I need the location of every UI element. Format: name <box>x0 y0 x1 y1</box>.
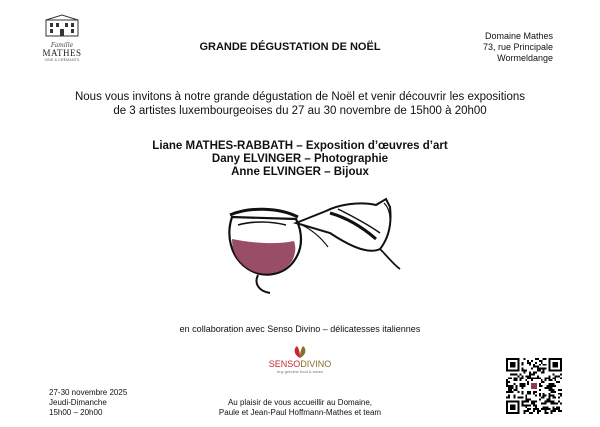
senso-divino-logo <box>255 345 345 381</box>
date-line: Jeudi-Dimanche <box>49 398 107 407</box>
welcome-line: Au plaisir de vous accueillir au Domaine, <box>227 398 373 407</box>
address-line: Wormeldange <box>497 53 553 63</box>
collaboration-text: en collaboration avec Senso Divino – délicatesses italiennes <box>179 324 421 334</box>
artist-line: Anne ELVINGER – Bijoux <box>231 166 369 178</box>
address-line: Domaine Mathes <box>484 31 553 41</box>
logo-script: Famille <box>50 42 74 49</box>
date-line: 15h00 – 20h00 <box>49 408 103 417</box>
address-block <box>483 31 553 64</box>
senso-divino-name <box>255 359 345 369</box>
logo-subtitle: VINS & CRÉMANTS <box>44 58 80 62</box>
senso-divino-tagline: buy genuine food & wines <box>277 369 323 374</box>
welcome-line: Paule et Jean-Paul Hoffmann-Mathes et team <box>218 408 382 417</box>
domaine-logo <box>40 14 84 62</box>
wine-glass-bottle-illustration <box>218 195 408 295</box>
page-title: GRANDE DÉGUSTATION DE NOËL <box>199 41 381 53</box>
artist-line: Dany ELVINGER – Photographie <box>211 153 389 165</box>
logo-brand: MATHES <box>42 48 82 58</box>
artists-list <box>60 140 540 179</box>
divino-part: DIVINO <box>300 359 332 369</box>
chateau-icon <box>44 14 80 38</box>
invitation-text <box>30 90 570 118</box>
senso-divino-mark-icon <box>289 345 311 359</box>
qr-code[interactable] <box>506 358 562 414</box>
event-dates <box>49 388 127 418</box>
invitation-line: Nous vous invitons à notre grande dégustation de Noël et venir découvrir les expositions <box>74 91 526 103</box>
artist-line: Liane MATHES-RABBATH – Exposition d’œuvres d’art <box>152 140 448 152</box>
welcome-text <box>180 398 420 418</box>
senso-part: SENSO <box>268 359 301 369</box>
date-line: 27-30 novembre 2025 <box>49 388 128 397</box>
invitation-line: de 3 artistes luxembourgeoises du 27 au 30 novembre de 15h00 à 20h00 <box>113 105 487 117</box>
address-line: 73, rue Principale <box>482 42 553 52</box>
